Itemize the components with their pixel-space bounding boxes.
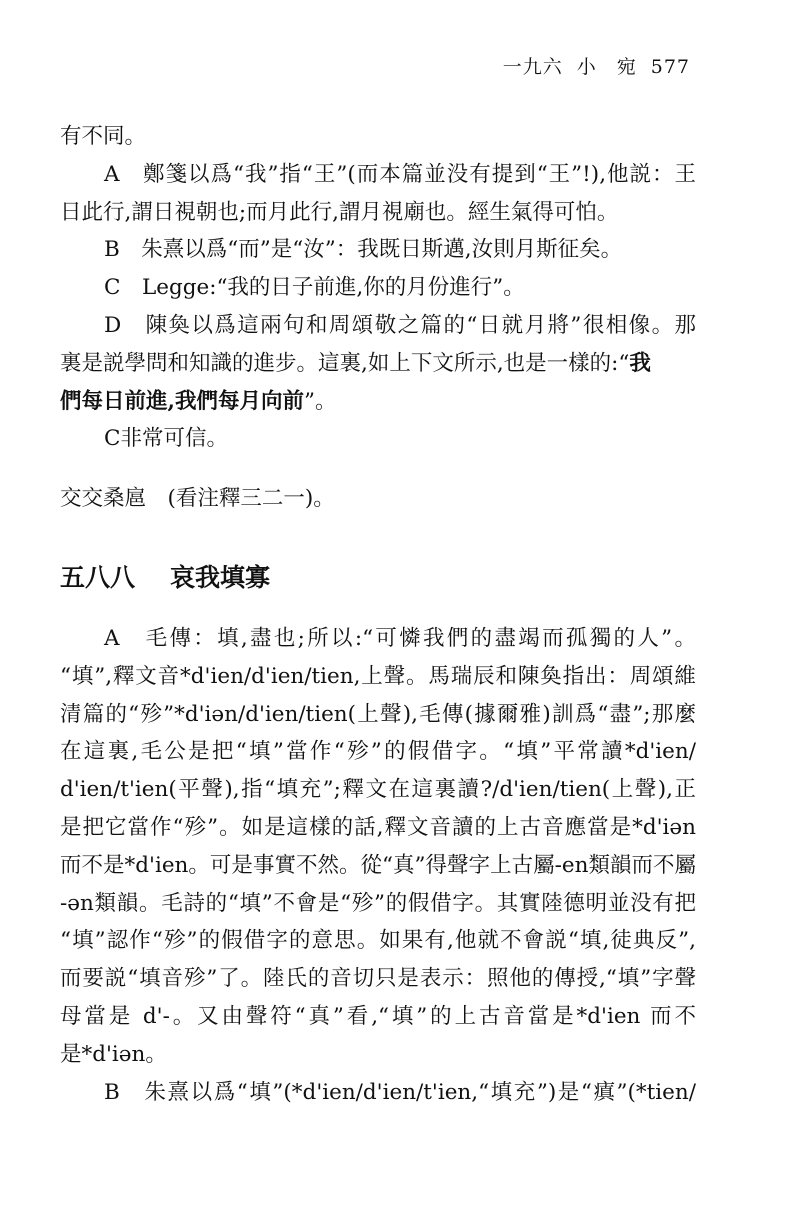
text-line: 是*d'iən。 (60, 1041, 167, 1067)
paragraph-c: C Legge:“我的日子前進,你的月份進行”。 (104, 275, 525, 301)
running-header (503, 52, 690, 79)
paragraph-a: A 鄭箋以爲“我”指“王”(而本篇並没有提到“王”!),他説：王 (104, 161, 696, 187)
text-line (60, 383, 696, 421)
text-line (60, 345, 696, 383)
bold-text: 們每日前進,我們每月向前 (60, 388, 304, 414)
page-body (60, 118, 696, 1111)
section-heading (60, 558, 696, 598)
text-line: “填”,釋文音*d'ien/d'ien/tien,上聲。馬瑞辰和陳奐指出：周頌維 (60, 663, 696, 689)
section-number: 五八八 (60, 562, 136, 592)
text-line: -ən類韻。毛詩的“填”不會是“殄”的假借字。其實陸德明並没有把 (60, 890, 696, 916)
page-number: 577 (650, 56, 690, 78)
cross-reference-note: 交交桑扈 (看注釋三二一)。 (60, 486, 335, 512)
text-line: 清篇的“殄”*d'iən/d'ien/tien(上聲),毛傳(據爾雅)訓爲“盡”;那麼 (60, 701, 696, 727)
text-line: 而不是*d'ien。可是事實不然。從“真”得聲字上古屬-en類韻而不屬 (60, 852, 696, 878)
paragraph-b: B 朱熹以爲“填”(*d'ien/d'ien/t'ien,“填充”)是“瘨”(*tien/ (104, 1079, 696, 1105)
text-line: 而要説“填音殄”了。陸氏的音切只是表示：照他的傳授,“填”字聲 (60, 966, 696, 992)
bold-text: 我 (629, 350, 651, 376)
section-title: 哀我填寡 (170, 562, 271, 592)
text-segment: 裏是説學問和知識的進步。這裏,如上下文所示,也是一樣的:“ (60, 350, 630, 376)
text-line: 有不同。 (60, 124, 147, 149)
chapter-title: 小 宛 (576, 56, 637, 78)
text-line: “填”認作“殄”的假借字的意思。如果有,他就不會説“填,徒典反”, (60, 928, 696, 954)
text-segment: ”。 (304, 388, 337, 414)
text-line: 在這裏,毛公是把“填”當作“殄”的假借字。“填”平常讀*d'ien/ (60, 739, 696, 765)
text-line: 是把它當作“殄”。如是這樣的話,釋文音讀的上古音應當是*d'iən (60, 814, 696, 840)
text-line: d'ien/t'ien(平聲),指“填充”;釋文在這裏讀?/d'ien/tien(上聲),正 (60, 777, 696, 803)
paragraph-b: B 朱熹以爲“而”是“汝”：我既日斯邁,汝則月斯征矣。 (104, 237, 623, 263)
conclusion-line: C非常可信。 (104, 426, 228, 452)
text-line: 日此行,謂日視朝也;而月此行,謂月視廟也。經生氣得可怕。 (60, 199, 619, 225)
text-line: A 毛傳：填,盡也;所以:“可憐我們的盡竭而孤獨的人”。 (104, 625, 696, 651)
chapter-number: 一九六 (502, 56, 563, 78)
paragraph-d: D 陳奐以爲這兩句和周頌敬之篇的“日就月將”很相像。那 (104, 312, 696, 338)
text-line: 母當是 d'-。又由聲符“真”看,“填”的上古音當是*d'ien 而不 (60, 1003, 696, 1029)
